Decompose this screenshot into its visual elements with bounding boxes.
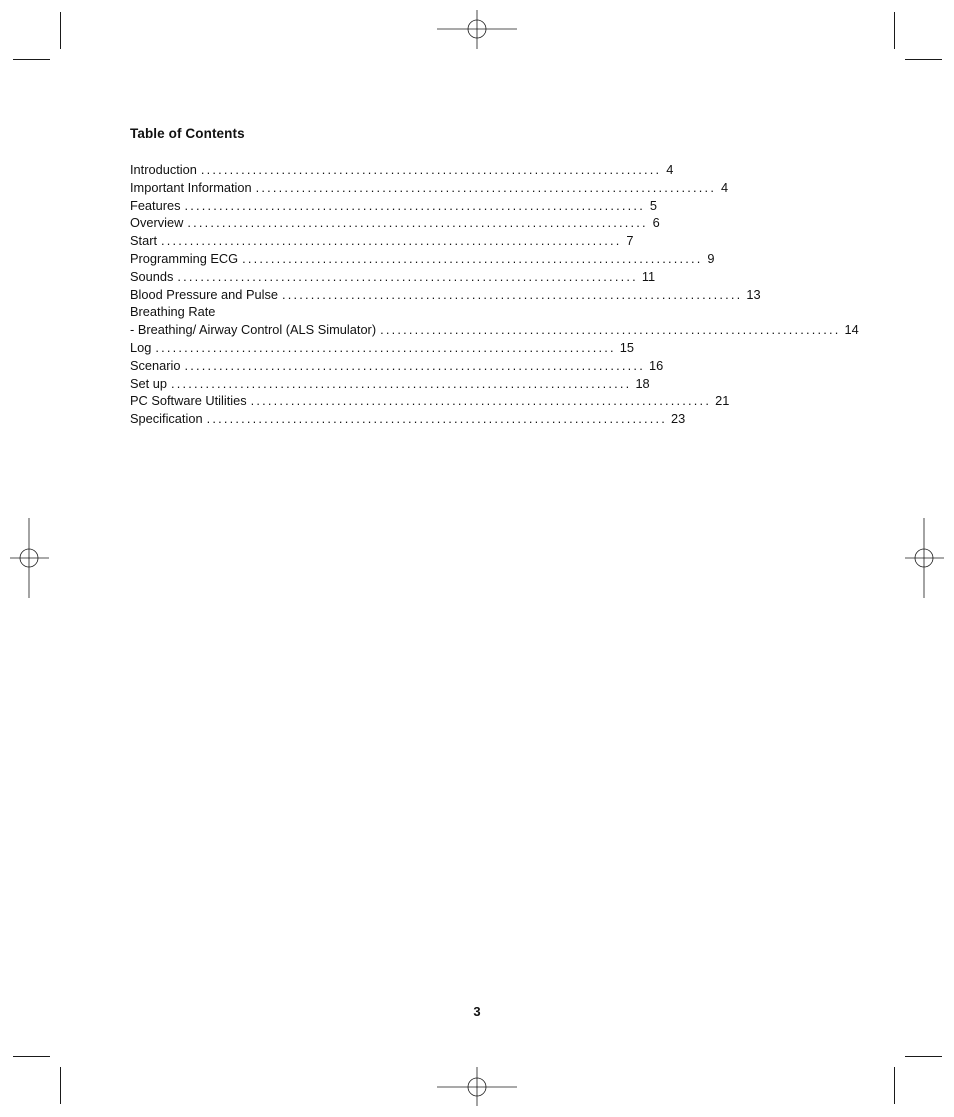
toc-entry-label: Features: [130, 197, 181, 213]
toc-entry-label: Set up: [130, 375, 167, 391]
toc-entry-label: Introduction: [130, 162, 197, 177]
toc-entry-page: 11: [641, 268, 656, 284]
toc-entry: [130, 357, 664, 375]
toc-entry: [130, 303, 450, 321]
toc-entry: [130, 375, 650, 393]
toc-dot-leader: ................................................................................: [206, 411, 667, 427]
toc-dot-leader: ................................................................................: [200, 162, 662, 177]
toc-entry-label: Scenario: [130, 357, 181, 373]
page-number: 3: [473, 1004, 481, 1019]
toc-dot-leader: ................................................................................: [155, 339, 616, 355]
toc-entry: [130, 232, 634, 250]
toc-entry: [130, 250, 715, 268]
toc-entry-label: Blood Pressure and Pulse: [130, 286, 278, 302]
toc-entry-label: - Breathing/ Airway Control (ALS Simulator): [130, 322, 377, 338]
toc-entry: [130, 161, 674, 179]
toc-dot-leader: ................................................................................: [187, 215, 648, 231]
toc-entry-label: Breathing Rate: [130, 304, 216, 320]
toc-entry-page: 21: [715, 393, 730, 409]
toc-entry-label: Sounds: [130, 268, 174, 284]
toc-entry-page: 4: [720, 179, 729, 195]
toc-dot-leader: ................................................................................: [184, 197, 645, 213]
toc-dot-leader: ................................................................................: [184, 357, 645, 373]
toc-entry: [130, 286, 761, 304]
toc-dot-leader: ................................................................................: [161, 233, 622, 249]
toc-entry: [130, 268, 656, 286]
toc-entry: [130, 214, 660, 232]
toc-entry-label: Important Information: [130, 179, 252, 195]
toc-entry-page: 18: [635, 375, 650, 391]
table-of-contents: [130, 161, 859, 428]
toc-entry-label: PC Software Utilities: [130, 393, 247, 409]
toc-entry-page: 13: [746, 286, 761, 302]
toc-dot-leader: ................................................................................: [255, 179, 717, 195]
toc-entry-label: Log: [130, 339, 152, 355]
toc-entry-label: Specification: [130, 411, 203, 427]
toc-entry-page: 16: [648, 357, 664, 373]
toc-entry: [130, 321, 859, 339]
toc-entry-page: 5: [649, 197, 657, 213]
toc-entry-label: Programming ECG: [130, 250, 239, 266]
toc-entry-page: 15: [619, 339, 635, 355]
toc-entry: [130, 197, 657, 215]
toc-dot-leader: ................................................................................: [171, 375, 632, 391]
toc-entry-page: 23: [671, 411, 686, 427]
toc-dot-leader: ................................................................................: [250, 393, 712, 409]
toc-dot-leader: ................................................................................: [177, 268, 638, 284]
toc-entry-label: Overview: [130, 215, 184, 231]
toc-dot-leader: ................................................................................: [380, 322, 841, 338]
toc-entry-page: 7: [626, 233, 634, 249]
registration-mark-top: [437, 10, 517, 49]
toc-entry-page: 4: [666, 162, 674, 177]
toc-entry-page: 14: [844, 322, 859, 338]
registration-mark-bottom: [437, 1067, 517, 1106]
toc-dot-leader: ................................................................................: [242, 250, 703, 266]
toc-entry: [130, 410, 686, 428]
toc-dot-leader: ................................................................................: [281, 286, 743, 302]
toc-entry-page: 9: [707, 250, 715, 266]
toc-entry: [130, 392, 730, 410]
toc-entry-label: Start: [130, 233, 158, 249]
toc-entry: [130, 179, 729, 197]
registration-mark-left: [10, 518, 49, 598]
toc-entry: [130, 339, 635, 357]
registration-mark-right: [905, 518, 944, 598]
toc-entry-page: 6: [652, 215, 660, 231]
page-title: Table of Contents: [130, 126, 245, 141]
